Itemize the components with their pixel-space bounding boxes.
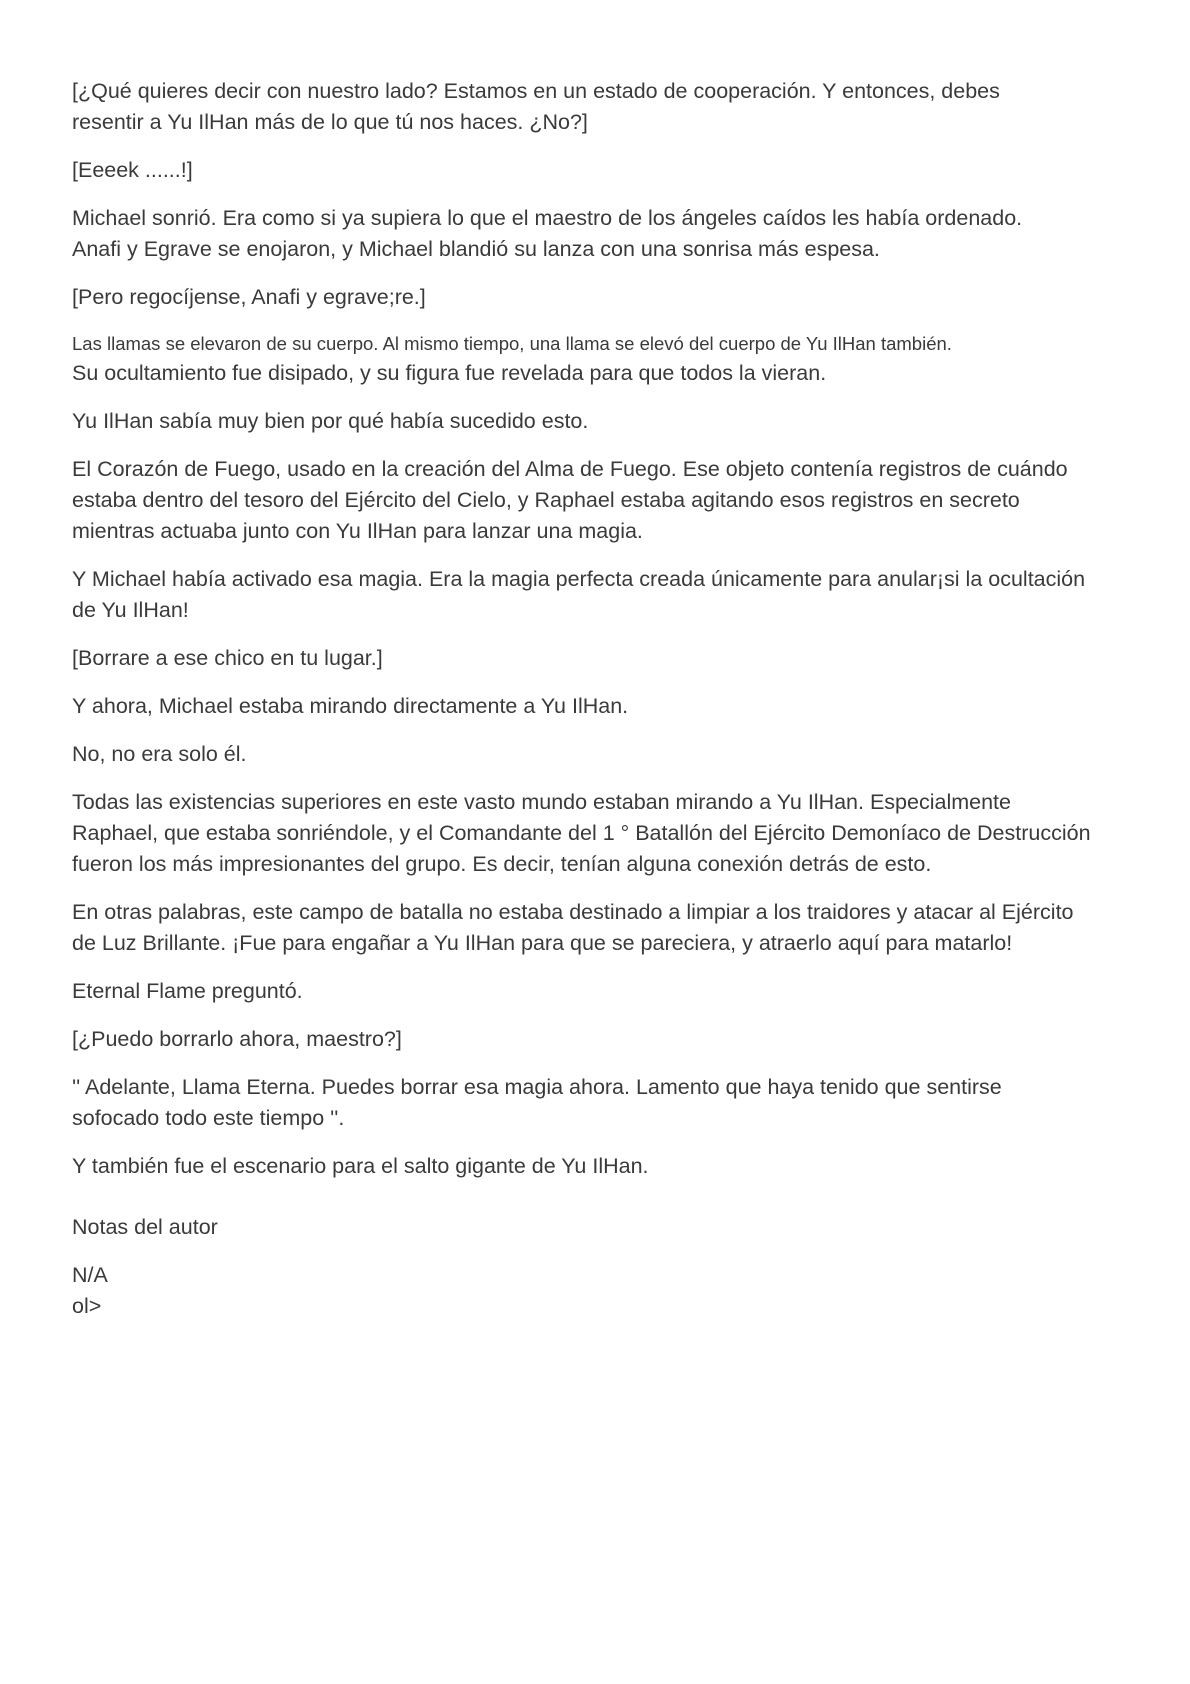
text-line: El Corazón de Fuego, usado en la creación del Alma de Fuego. Ese objeto contenía registros de cuándo: [72, 457, 1068, 481]
document-page: [72, 76, 1110, 1339]
paragraph-13: [72, 897, 1110, 959]
paragraph-8: [72, 564, 1110, 626]
paragraph-1: [72, 76, 1110, 138]
author-notes-heading: [72, 1212, 1110, 1243]
text-line: de Luz Brillante. ¡Fue para engañar a Yu IlHan para que se pareciera, y atraerlo aquí para matarlo!: [72, 931, 1013, 955]
text-line: Notas del autor: [72, 1215, 218, 1239]
text-line: sofocado todo este tiempo ''.: [72, 1106, 345, 1130]
paragraph-3: [72, 203, 1110, 265]
text-line: Raphael, que estaba sonriéndole, y el Comandante del 1 ° Batallón del Ejército Demoníaco de Destrucción: [72, 821, 1091, 845]
text-line: [Eeeek ......!]: [72, 158, 193, 182]
author-notes-body: [72, 1260, 1110, 1322]
paragraph-11: [72, 739, 1110, 770]
paragraph-15: [72, 1024, 1110, 1055]
text-line: [¿Qué quieres decir con nuestro lado? Estamos en un estado de cooperación. Y entonces, debes: [72, 79, 1000, 103]
text-line: resentir a Yu IlHan más de lo que tú nos haces. ¿No?]: [72, 110, 588, 134]
text-line: No, no era solo él.: [72, 742, 247, 766]
text-line: [¿Puedo borrarlo ahora, maestro?]: [72, 1027, 402, 1051]
text-line: Yu IlHan sabía muy bien por qué había sucedido esto.: [72, 409, 589, 433]
paragraph-14: [72, 976, 1110, 1007]
paragraph-6: [72, 406, 1110, 437]
text-line: [Borrare a ese chico en tu lugar.]: [72, 646, 383, 670]
paragraph-2: [72, 155, 1110, 186]
paragraph-9: [72, 643, 1110, 674]
text-line: Su ocultamiento fue disipado, y su figura fue revelada para que todos la vieran.: [72, 361, 827, 385]
text-line: Eternal Flame preguntó.: [72, 979, 303, 1003]
text-line: Y Michael había activado esa magia. Era la magia perfecta creada únicamente para anular¡si la ocultación: [72, 567, 1086, 591]
text-line: fueron los más impresionantes del grupo. Es decir, tenían alguna conexión detrás de esto.: [72, 852, 932, 876]
text-line: '' Adelante, Llama Eterna. Puedes borrar esa magia ahora. Lamento que haya tenido que sentirse: [72, 1075, 1002, 1099]
text-line: Y ahora, Michael estaba mirando directamente a Yu IlHan.: [72, 694, 629, 718]
paragraph-4: [72, 282, 1110, 313]
text-line: Michael sonrió. Era como si ya supiera lo que el maestro de los ángeles caídos les había ordenado.: [72, 206, 1023, 230]
text-line: Todas las existencias superiores en este vasto mundo estaban mirando a Yu IlHan. Especialmente: [72, 790, 1011, 814]
paragraph-10: [72, 691, 1110, 722]
text-line: En otras palabras, este campo de batalla no estaba destinado a limpiar a los traidores y atacar al Ejército: [72, 900, 1074, 924]
text-line: Las llamas se elevaron de su cuerpo. Al mismo tiempo, una llama se elevó del cuerpo de Yu IlHan también.: [72, 333, 952, 354]
text-line: mientras actuaba junto con Yu IlHan para lanzar una magia.: [72, 519, 643, 543]
paragraph-17: [72, 1151, 1110, 1182]
text-line: Y también fue el escenario para el salto gigante de Yu IlHan.: [72, 1154, 649, 1178]
text-line: [Pero regocíjense, Anafi y egrave;re.]: [72, 285, 426, 309]
text-line: Anafi y Egrave se enojaron, y Michael blandió su lanza con una sonrisa más espesa.: [72, 237, 880, 261]
paragraph-5: [72, 330, 1110, 389]
text-line: ol>: [72, 1294, 102, 1318]
paragraph-16: [72, 1072, 1110, 1134]
paragraph-7: [72, 454, 1110, 547]
text-line: N/A: [72, 1263, 108, 1287]
text-line: de Yu IlHan!: [72, 598, 189, 622]
text-line: estaba dentro del tesoro del Ejército del Cielo, y Raphael estaba agitando esos registros en secreto: [72, 488, 1020, 512]
paragraph-12: [72, 787, 1110, 880]
